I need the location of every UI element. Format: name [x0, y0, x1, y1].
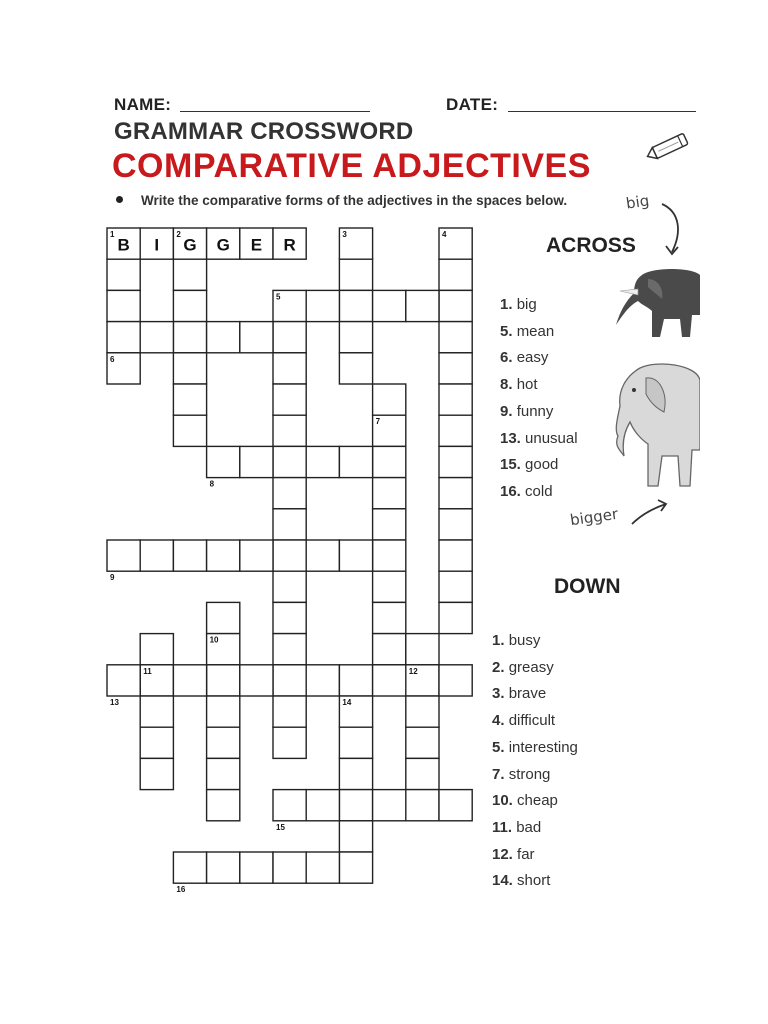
- cell-number: 12: [408, 666, 418, 676]
- crossword-cell[interactable]: [339, 259, 372, 290]
- cell-number: 11: [143, 666, 152, 676]
- clue-word: cold: [525, 482, 553, 500]
- crossword-cell[interactable]: [240, 446, 273, 477]
- crossword-cell[interactable]: [406, 790, 439, 821]
- crossword-cell[interactable]: [207, 727, 240, 758]
- crossword-cell[interactable]: [173, 665, 206, 696]
- cell-number: 16: [176, 885, 186, 895]
- crossword-cell[interactable]: [273, 446, 306, 477]
- cell-number: 6: [110, 354, 115, 364]
- crossword-cell[interactable]: [373, 446, 406, 477]
- clue-word: strong: [508, 765, 551, 783]
- crossword-cell[interactable]: [373, 634, 406, 665]
- date-label: DATE:: [446, 95, 499, 114]
- crossword-cell[interactable]: [406, 727, 439, 758]
- crossword-cell[interactable]: [373, 478, 406, 509]
- crossword-cell[interactable]: [207, 696, 240, 727]
- crossword-cell[interactable]: [173, 540, 206, 571]
- crossword-cell[interactable]: [406, 758, 439, 789]
- clue-word: difficult: [508, 712, 556, 730]
- cell-number: 7: [375, 417, 381, 427]
- crossword-cell[interactable]: [439, 540, 472, 571]
- crossword-cell[interactable]: [273, 540, 306, 571]
- crossword-cell[interactable]: [240, 665, 273, 696]
- crossword-cell[interactable]: [273, 696, 306, 727]
- clue-word: far: [517, 845, 535, 863]
- clue-item: [492, 632, 540, 649]
- clue-item: [492, 792, 558, 809]
- crossword-cell[interactable]: [140, 322, 173, 353]
- clue-number: 7.: [492, 765, 509, 783]
- crossword-cell[interactable]: [273, 353, 306, 384]
- curved-arrow-down-icon: [658, 200, 688, 260]
- crossword-cell[interactable]: [173, 353, 206, 384]
- crossword-cell[interactable]: [273, 322, 306, 353]
- crossword-cell[interactable]: [273, 634, 306, 665]
- crossword-cell[interactable]: [107, 665, 140, 696]
- crossword-cell[interactable]: [439, 259, 472, 290]
- crossword-cell[interactable]: [439, 790, 472, 821]
- clue-item: [492, 766, 550, 783]
- crossword-cell[interactable]: [339, 540, 372, 571]
- crossword-cell[interactable]: [439, 478, 472, 509]
- cell-number: 4: [442, 230, 447, 239]
- crossword-cell[interactable]: [273, 509, 306, 540]
- crossword-cell[interactable]: [339, 665, 372, 696]
- cell-number: 14: [342, 698, 352, 707]
- crossword-cell[interactable]: [339, 727, 372, 758]
- cell-number: 5: [276, 292, 281, 302]
- clue-word: bad: [516, 818, 542, 836]
- crossword-cell[interactable]: [140, 758, 173, 789]
- crossword-cell[interactable]: [339, 446, 372, 477]
- curved-arrow-up-icon: [628, 496, 672, 528]
- crossword-cell[interactable]: [439, 415, 472, 446]
- cell-letter: G: [183, 235, 197, 255]
- clue-word: greasy: [508, 658, 554, 676]
- clue-number: 3.: [492, 685, 509, 703]
- cell-letter: G: [216, 235, 230, 255]
- crossword-cell[interactable]: [140, 696, 173, 727]
- crossword-cell[interactable]: [173, 322, 206, 353]
- clue-item: [492, 712, 555, 729]
- crossword-cell[interactable]: [207, 322, 240, 353]
- crossword-cell[interactable]: [373, 384, 406, 415]
- crossword-cell[interactable]: [439, 509, 472, 540]
- crossword-cell[interactable]: [273, 384, 306, 415]
- crossword-cell[interactable]: [373, 290, 406, 321]
- clue-number: 13.: [500, 429, 526, 447]
- crossword-cell[interactable]: [273, 571, 306, 602]
- crossword-cell[interactable]: [306, 790, 339, 821]
- clue-item: [500, 430, 578, 447]
- crossword-cell[interactable]: [439, 322, 472, 353]
- crossword-cell[interactable]: [339, 758, 372, 789]
- crossword-cell[interactable]: [107, 290, 140, 321]
- cell-number: 13: [110, 698, 119, 707]
- clue-item: [500, 483, 553, 500]
- crossword-cell[interactable]: [373, 602, 406, 633]
- crossword-cell[interactable]: [339, 821, 372, 852]
- clue-item: [500, 349, 548, 366]
- crossword-cell[interactable]: [306, 852, 339, 883]
- clue-word: short: [517, 872, 551, 890]
- cell-number: 1: [110, 230, 115, 239]
- clue-number: 1.: [492, 632, 509, 649]
- down-heading: DOWN: [554, 575, 621, 598]
- clue-word: brave: [508, 685, 547, 703]
- crossword-cell[interactable]: [406, 290, 439, 321]
- crossword-cell[interactable]: [439, 665, 472, 696]
- cell-number: 2: [176, 230, 181, 239]
- crossword-cell[interactable]: [240, 322, 273, 353]
- instruction-text: Write the comparative forms of the adjectives in the spaces below.: [141, 193, 568, 208]
- crossword-cell[interactable]: [173, 259, 206, 290]
- clue-number: 8.: [500, 376, 517, 394]
- crossword-cell[interactable]: [173, 290, 206, 321]
- clue-number: 4.: [492, 712, 509, 730]
- clue-word: interesting: [508, 738, 578, 756]
- crossword-cell[interactable]: [207, 540, 240, 571]
- clue-word: funny: [516, 402, 554, 420]
- clue-item: [492, 819, 541, 836]
- big-label: big: [624, 191, 651, 213]
- crossword-cell[interactable]: [306, 665, 339, 696]
- crossword-cell[interactable]: [273, 478, 306, 509]
- clue-word: big: [516, 296, 537, 313]
- cell-letter: E: [250, 235, 263, 255]
- clue-word: good: [525, 456, 559, 474]
- cell-number: 15: [276, 822, 285, 832]
- cell-number: 9: [110, 573, 115, 583]
- clue-word: busy: [508, 632, 541, 649]
- crossword-cell[interactable]: [173, 852, 206, 883]
- clue-number: 15.: [500, 456, 526, 474]
- clue-item: [492, 685, 546, 702]
- clue-number: 2.: [492, 658, 509, 676]
- cell-number: 10: [209, 635, 219, 645]
- elephant-large-icon: [600, 360, 700, 488]
- crossword-cell[interactable]: [273, 727, 306, 758]
- across-heading: ACROSS: [546, 234, 636, 257]
- crossword-cell[interactable]: [107, 259, 140, 290]
- crossword-cell[interactable]: [207, 602, 240, 633]
- crossword-cell[interactable]: [439, 353, 472, 384]
- clue-number: 16.: [500, 482, 526, 500]
- crossword-cell[interactable]: [107, 322, 140, 353]
- crossword-cell[interactable]: [373, 571, 406, 602]
- crossword-cell[interactable]: [273, 415, 306, 446]
- crossword-cell[interactable]: [207, 790, 240, 821]
- crossword-cell[interactable]: [306, 540, 339, 571]
- crossword-cell[interactable]: [140, 634, 173, 665]
- clue-number: 9.: [500, 402, 517, 420]
- crossword-cell[interactable]: [273, 602, 306, 633]
- crossword-cell[interactable]: [439, 602, 472, 633]
- clue-word: unusual: [525, 429, 578, 447]
- clue-word: mean: [516, 322, 555, 340]
- crossword-cell[interactable]: [273, 790, 306, 821]
- crossword-cell[interactable]: [207, 852, 240, 883]
- clue-number: 10.: [492, 792, 518, 810]
- clue-number: 5.: [492, 738, 509, 756]
- crossword-cell[interactable]: [439, 571, 472, 602]
- cell-number: 3: [342, 230, 347, 239]
- clue-word: hot: [516, 376, 538, 394]
- crossword-cell[interactable]: [373, 509, 406, 540]
- clue-number: 12.: [492, 845, 518, 863]
- cell-letter: B: [117, 235, 130, 255]
- crossword-cell[interactable]: [406, 696, 439, 727]
- clue-word: cheap: [517, 792, 558, 810]
- crossword-cell[interactable]: [207, 758, 240, 789]
- clue-number: 1.: [500, 296, 517, 313]
- crossword-cell[interactable]: [173, 384, 206, 415]
- clue-number: 6.: [500, 349, 517, 367]
- bigger-label: bigger: [568, 504, 620, 530]
- crossword-cell[interactable]: [406, 634, 439, 665]
- crossword-cell[interactable]: [439, 446, 472, 477]
- clue-number: 5.: [500, 322, 517, 340]
- crossword-cell[interactable]: [339, 353, 372, 384]
- crossword-cell[interactable]: [306, 446, 339, 477]
- clue-item: [492, 739, 578, 756]
- crossword-cell[interactable]: [273, 852, 306, 883]
- crossword-cell[interactable]: [339, 852, 372, 883]
- crossword-cell[interactable]: [240, 852, 273, 883]
- crossword-cell[interactable]: [373, 665, 406, 696]
- crossword-cell[interactable]: [207, 665, 240, 696]
- crossword-cell[interactable]: [339, 322, 372, 353]
- cell-letter: I: [154, 235, 160, 255]
- worksheet-subtitle: COMPARATIVE ADJECTIVES: [112, 147, 591, 185]
- crossword-cell[interactable]: [240, 540, 273, 571]
- crossword-cell[interactable]: [107, 540, 140, 571]
- crossword-cell[interactable]: [140, 540, 173, 571]
- clue-item: [500, 376, 538, 393]
- clue-item: [500, 323, 554, 340]
- crossword-cell[interactable]: [373, 790, 406, 821]
- clue-item: [492, 872, 550, 889]
- crossword-cell[interactable]: [439, 290, 472, 321]
- cell-number: 8: [209, 479, 215, 489]
- crossword-cell[interactable]: [173, 415, 206, 446]
- name-label: NAME:: [114, 95, 172, 114]
- clue-number: 14.: [492, 872, 518, 890]
- clue-item: [500, 296, 537, 313]
- crossword-cell[interactable]: [207, 446, 240, 477]
- worksheet-title: GRAMMAR CROSSWORD: [114, 118, 414, 145]
- crossword-cell[interactable]: [140, 727, 173, 758]
- crossword-cell[interactable]: [373, 540, 406, 571]
- crossword-cell[interactable]: [273, 665, 306, 696]
- clue-item: [492, 846, 535, 863]
- crossword-cell[interactable]: [439, 384, 472, 415]
- clue-number: 11.: [492, 818, 517, 836]
- clue-word: easy: [516, 349, 549, 367]
- cell-letter: R: [283, 235, 296, 255]
- crossword-cell[interactable]: [339, 790, 372, 821]
- clue-item: [492, 659, 554, 676]
- crossword-cell[interactable]: [339, 290, 372, 321]
- clue-item: [500, 456, 558, 473]
- crossword-cell[interactable]: [306, 290, 339, 321]
- clue-item: [500, 403, 553, 420]
- elephant-small-icon: [612, 265, 702, 340]
